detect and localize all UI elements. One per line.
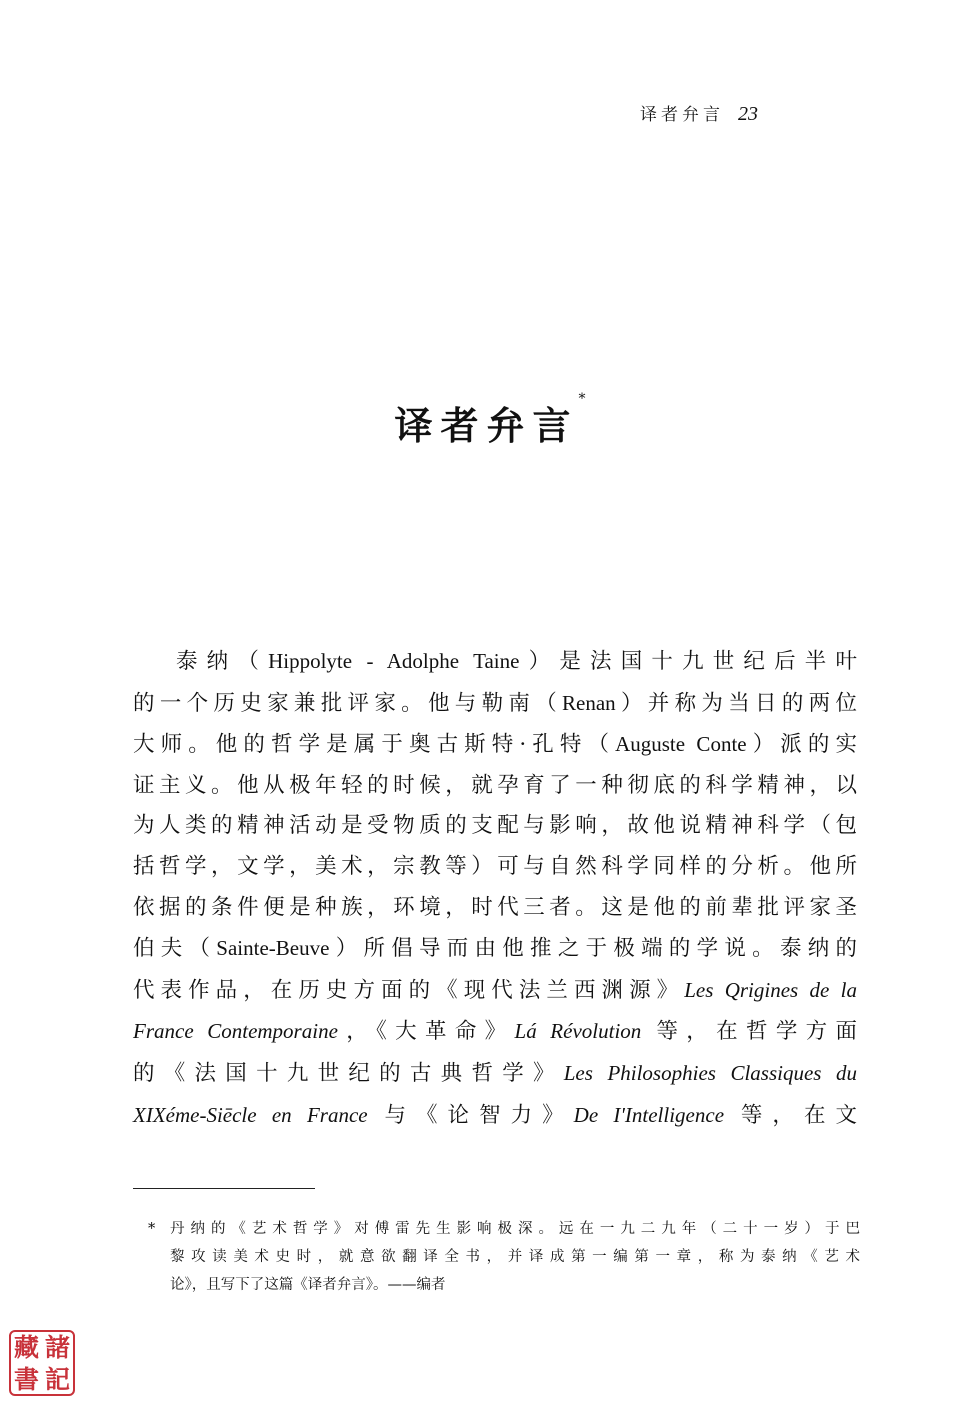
- body-paragraph: [133, 641, 857, 1136]
- latin-term: Sainte-Beuve: [216, 936, 330, 961]
- italic-title: France Contemporaine: [133, 1019, 338, 1044]
- footnote-line: 丹纳的《艺术哲学》对傅雷先生影响极深。远在一九二九年（二十一岁）于巴: [170, 1221, 860, 1237]
- italic-title: XIXéme-Siēcle en France: [133, 1102, 368, 1127]
- body-line: [133, 928, 857, 970]
- text-run: ）并称为当日的两位: [615, 690, 857, 716]
- text-run: 等，在文: [724, 1102, 857, 1128]
- seal-char: 記: [44, 1365, 70, 1394]
- text-run: 等，在哲学方面: [641, 1019, 857, 1045]
- chapter-title: [0, 391, 980, 450]
- italic-title: De I'Intelligence: [573, 1102, 725, 1127]
- body-line: [133, 1095, 857, 1137]
- text-run: ，《大革命》: [337, 1019, 515, 1045]
- body-line: [133, 766, 857, 807]
- seal-char: 藏: [13, 1333, 39, 1362]
- italic-title: Les Qrigines de la: [684, 977, 857, 1002]
- chapter-title-text: 译者弁言: [394, 403, 579, 448]
- footnote-divider: [133, 1188, 315, 1189]
- footnote-star: *: [148, 1221, 156, 1237]
- text-run: 伯夫（: [133, 936, 217, 962]
- text-run: 的《法国十九世纪的古典哲学》: [133, 1060, 564, 1086]
- latin-term: Hippolyte - Adolphe Taine: [268, 649, 520, 673]
- text-run: 大师。他的哲学是属于奥古斯特·孔特（: [133, 732, 616, 758]
- footnote-marker: *: [578, 391, 586, 407]
- running-head-title: 译者弁言: [640, 105, 724, 125]
- text-run: ）派的实: [746, 732, 857, 758]
- body-line: [133, 888, 857, 929]
- text-run: 代表作品，在历史方面的《现代法兰西渊源》: [133, 977, 685, 1003]
- text-run: 的一个历史家兼批评家。他与勒南（: [133, 690, 563, 716]
- text-run: 与《论智力》: [367, 1102, 574, 1128]
- seal-char: 諸: [44, 1333, 70, 1362]
- page-number: 23: [738, 103, 758, 125]
- latin-term: Auguste Conte: [615, 732, 747, 757]
- text-run: 为人类的精神活动是受物质的支配与影响，故他说精神科学（包: [133, 813, 857, 839]
- body-line: [133, 724, 857, 766]
- body-line: [133, 806, 857, 847]
- text-run: 括哲学，文学，美术，宗教等）可与自然科学同样的分析。他所: [133, 853, 857, 879]
- text-run: ）是法国十九世纪后半叶: [519, 649, 857, 674]
- body-line: [133, 847, 857, 888]
- text-run: 证主义。他从极年轻的时候，就孕育了一种彻底的科学精神，以: [133, 772, 857, 798]
- footnote-line: 黎攻读美术史时，就意欲翻译全书，并译成第一编第一章，称为泰纳《艺术: [170, 1249, 860, 1265]
- text-run: ）所倡导而由他推之于极端的学说。泰纳的: [329, 936, 857, 962]
- latin-term: Renan: [562, 690, 616, 715]
- body-line: [133, 1053, 857, 1095]
- body-line: [133, 641, 857, 683]
- body-line: [133, 683, 857, 725]
- italic-title: Lá Révolution: [514, 1019, 642, 1044]
- body-line: [133, 970, 857, 1012]
- text-run: 泰纳（: [176, 649, 269, 674]
- seal-char: 書: [13, 1365, 39, 1394]
- footnote-line: 论》，且写下了这篇《译者弁言》。——编者: [170, 1277, 446, 1293]
- running-head: [640, 100, 840, 126]
- italic-title: Les Philosophies Classiques du: [563, 1060, 857, 1085]
- text-run: 依据的条件便是种族，环境，时代三者。这是他的前辈批评家圣: [133, 894, 857, 920]
- footnote: [148, 1215, 860, 1299]
- body-line: [133, 1011, 857, 1053]
- collector-seal: [9, 1330, 75, 1396]
